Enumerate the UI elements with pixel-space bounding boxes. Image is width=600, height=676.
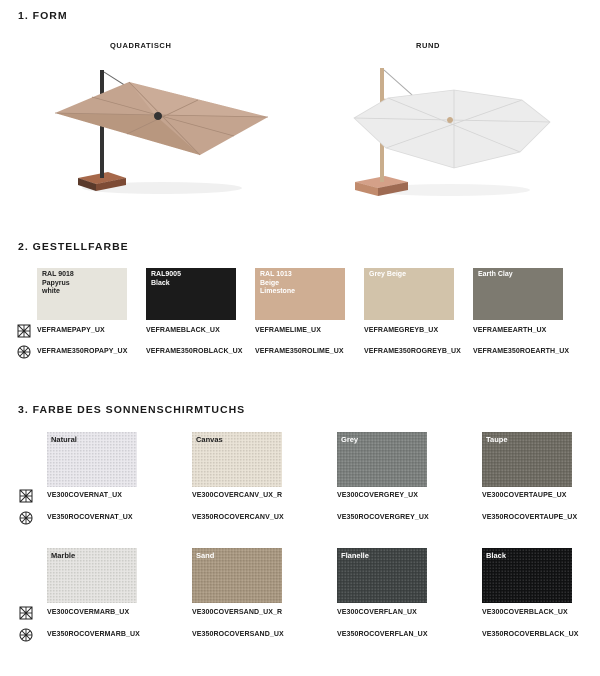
frame-code-square: VEFRAMEEARTH_UX bbox=[473, 327, 547, 334]
quadratisch-label: QUADRATISCH bbox=[110, 41, 172, 50]
fabric-code-square: VE300COVERSAND_UX_R bbox=[192, 609, 283, 616]
fabric-code-square: VE300COVERBLACK_UX bbox=[482, 609, 568, 616]
round-umbrella-icon bbox=[17, 345, 31, 359]
round-umbrella-icon bbox=[19, 511, 33, 525]
fabric-swatch-label: Marble bbox=[51, 551, 76, 560]
round-umbrella-icon bbox=[19, 628, 33, 642]
frame-swatch bbox=[37, 268, 127, 320]
fabric-code-square: VE300COVERMARB_UX bbox=[47, 609, 130, 616]
fabric-swatch-label: Canvas bbox=[196, 435, 223, 444]
fabric-swatch-label: Taupe bbox=[486, 435, 508, 444]
fabric-code-round: VE350ROCOVERSAND_UX bbox=[192, 631, 284, 638]
section-form-title: 1. FORM bbox=[18, 10, 68, 22]
fabric-swatch bbox=[482, 548, 572, 603]
frame-swatch bbox=[364, 268, 454, 320]
fabric-code-round: VE350ROCOVERFLAN_UX bbox=[337, 631, 428, 638]
frame-swatch-label: Earth Clay bbox=[478, 271, 513, 278]
fabric-code-round: VE350ROCOVERGREY_UX bbox=[337, 514, 429, 521]
fabric-swatch bbox=[192, 548, 282, 603]
round-umbrella-image bbox=[350, 60, 555, 202]
frame-swatch bbox=[146, 268, 236, 320]
fabric-code-square: VE300COVERTAUPE_UX bbox=[482, 492, 567, 499]
frame-swatch-label: RAL 1013 Beige Limestone bbox=[260, 271, 296, 295]
fabric-swatch-label: Sand bbox=[196, 551, 215, 560]
fabric-code-round: VE350ROCOVERCANV_UX bbox=[192, 514, 284, 521]
fabric-code-square: VE300COVERFLAN_UX bbox=[337, 609, 417, 616]
frame-swatch-label: RAL 9018 Papyrus white bbox=[42, 271, 74, 295]
fabric-swatch bbox=[482, 432, 572, 487]
fabric-code-square: VE300COVERGREY_UX bbox=[337, 492, 419, 499]
frame-swatch bbox=[255, 268, 345, 320]
fabric-swatch bbox=[47, 432, 137, 487]
frame-swatch-label: Grey Beige bbox=[369, 271, 406, 278]
fabric-swatch-label: Natural bbox=[51, 435, 77, 444]
frame-swatch bbox=[473, 268, 563, 320]
fabric-code-round: VE350ROCOVERNAT_UX bbox=[47, 514, 133, 521]
frame-code-square: VEFRAMEGREYB_UX bbox=[364, 327, 439, 334]
square-umbrella-icon bbox=[19, 606, 33, 620]
fabric-swatch-label: Black bbox=[486, 551, 507, 560]
fabric-code-square: VE300COVERNAT_UX bbox=[47, 492, 122, 499]
fabric-code-square: VE300COVERCANV_UX_R bbox=[192, 492, 283, 499]
frame-code-round: VEFRAME350ROBLACK_UX bbox=[146, 348, 243, 355]
frame-code-square: VEFRAMELIME_UX bbox=[255, 327, 321, 334]
square-umbrella-icon bbox=[19, 489, 33, 503]
fabric-swatch bbox=[192, 432, 282, 487]
fabric-swatch-label: Grey bbox=[341, 435, 359, 444]
frame-swatch-label: RAL9005 Black bbox=[151, 271, 181, 287]
frame-code-round: VEFRAME350ROLIME_UX bbox=[255, 348, 344, 355]
frame-code-square: VEFRAMEBLACK_UX bbox=[146, 327, 220, 334]
frame-code-round: VEFRAME350ROGREYB_UX bbox=[364, 348, 461, 355]
frame-code-round: VEFRAME350ROEARTH_UX bbox=[473, 348, 570, 355]
fabric-swatch-label: Flanelle bbox=[341, 551, 369, 560]
fabric-code-round: VE350ROCOVERMARB_UX bbox=[47, 631, 140, 638]
section-frame-title: 2. GESTELLFARBE bbox=[18, 241, 129, 253]
rund-label: RUND bbox=[416, 41, 441, 50]
fabric-swatch bbox=[337, 432, 427, 487]
frame-code-square: VEFRAMEPAPY_UX bbox=[37, 327, 105, 334]
frame-code-round: VEFRAME350ROPAPY_UX bbox=[37, 348, 128, 355]
square-umbrella-icon bbox=[17, 324, 31, 338]
fabric-code-round: VE350ROCOVERBLACK_UX bbox=[482, 631, 579, 638]
fabric-swatch bbox=[47, 548, 137, 603]
section-canopy-title: 3. FARBE DES SONNENSCHIRMTUCHS bbox=[18, 404, 246, 416]
fabric-code-round: VE350ROCOVERTAUPE_UX bbox=[482, 514, 578, 521]
fabric-swatch bbox=[337, 548, 427, 603]
square-umbrella-image bbox=[50, 60, 275, 200]
